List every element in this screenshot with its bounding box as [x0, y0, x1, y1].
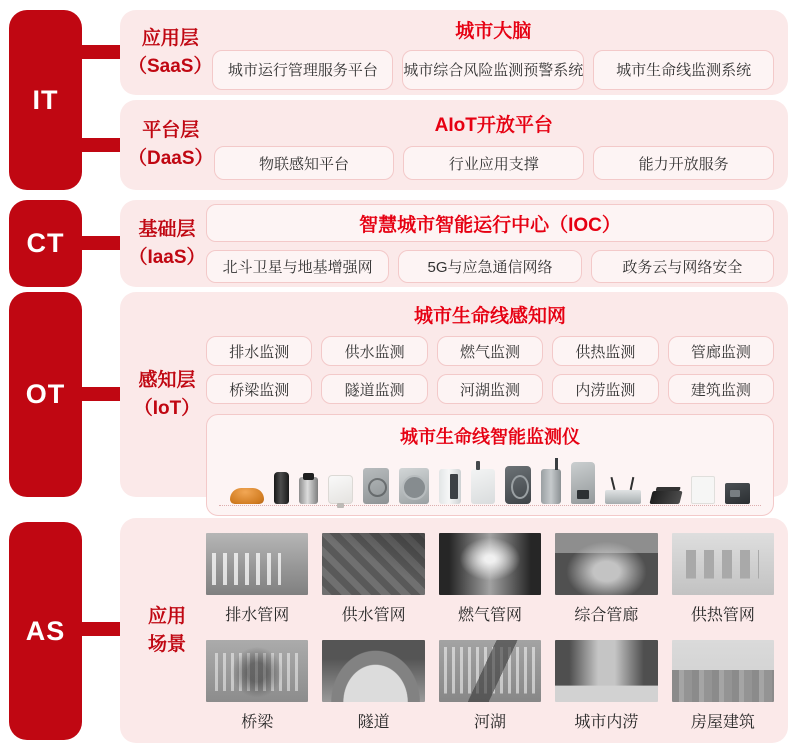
flow-meter-dial-icon — [399, 468, 429, 504]
pressure-monitor-icon — [439, 469, 461, 504]
scene-caption: 综合管廊 — [574, 607, 639, 624]
scene-item — [206, 640, 308, 732]
scene-item — [672, 533, 774, 625]
device-icon-row — [219, 454, 761, 506]
iot-title: 城市生命线感知网 — [413, 306, 566, 327]
scene-item — [555, 533, 657, 625]
scenes-layer-label — [120, 518, 206, 743]
saas-layer-label — [120, 10, 212, 95]
layer-name: 应用层 — [141, 27, 199, 49]
daas-title: AIoT开放平台 — [434, 115, 553, 136]
saas-chip-row — [212, 50, 774, 90]
iaas-chip-row — [206, 250, 774, 283]
layer-name: 应用 — [147, 605, 186, 627]
iot-chip-2: 燃气监测 — [437, 336, 543, 366]
scene-item — [555, 640, 657, 732]
tag-ct — [9, 200, 82, 287]
layer-abbrev: （IaaS） — [128, 246, 206, 268]
urban-flooding-photo — [555, 640, 657, 702]
layer-name-2: 场景 — [147, 633, 186, 655]
tag-as — [9, 522, 82, 740]
iot-chip-5: 桥梁监测 — [206, 374, 312, 404]
daas-panel — [120, 100, 788, 190]
saas-content — [212, 10, 788, 95]
gas-detector-icon — [328, 475, 353, 504]
scene-caption: 供水管网 — [341, 607, 406, 624]
scene-caption: 隧道 — [357, 714, 390, 731]
connector-ot-iot — [78, 387, 124, 401]
scene-row-2 — [206, 640, 774, 732]
iot-layer-label — [120, 292, 206, 497]
connector-it-daas — [78, 138, 124, 152]
scene-item — [439, 640, 541, 732]
data-logger-icon — [649, 491, 682, 504]
saas-chip-2: 城市生命线监测系统 — [593, 50, 774, 90]
scene-caption: 房屋建筑 — [690, 714, 755, 731]
connector-as-scenes — [78, 622, 124, 636]
iaas-title: 智慧城市智能运行中心（IOC） — [359, 214, 621, 236]
iaas-chip-2: 政务云与网络安全 — [591, 250, 774, 283]
iot-chip-row-1 — [206, 336, 774, 366]
scene-item — [322, 533, 424, 625]
tag-ot-label: OT — [25, 379, 66, 409]
wall-panel-device-icon — [691, 476, 715, 504]
scene-caption: 供热管网 — [690, 607, 755, 624]
daas-content — [214, 100, 788, 190]
water-supply-network-photo — [322, 533, 424, 595]
tag-ct-label: CT — [26, 228, 65, 258]
layer-name: 基础层 — [138, 218, 196, 240]
iot-chip-1: 供水监测 — [321, 336, 427, 366]
iaas-content — [206, 200, 788, 287]
iot-chip-6: 隧道监测 — [321, 374, 427, 404]
gas-network-photo — [439, 533, 541, 595]
heating-network-photo — [672, 533, 774, 595]
layer-abbrev: （IoT） — [133, 397, 201, 419]
iot-chip-3: 供热监测 — [552, 336, 658, 366]
manhole-cover-sensor-icon — [230, 488, 264, 504]
scene-item — [439, 533, 541, 625]
iaas-layer-label — [120, 200, 206, 287]
river-lake-photo — [439, 640, 541, 702]
scene-caption: 城市内涝 — [574, 714, 639, 731]
layer-abbrev: （SaaS） — [128, 55, 213, 77]
tag-it-label: IT — [32, 84, 59, 115]
ioc-title-box — [206, 204, 774, 242]
saas-panel — [120, 10, 788, 95]
scenes-content — [206, 518, 788, 743]
connector-ct-iaas — [78, 236, 124, 250]
combustible-gas-monitor-icon — [505, 466, 531, 504]
iaas-chip-1: 5G与应急通信网络 — [398, 250, 581, 283]
daas-chip-row — [214, 146, 774, 180]
saas-chip-0: 城市运行管理服务平台 — [212, 50, 393, 90]
saas-title: 城市大脑 — [455, 20, 532, 42]
liquid-level-sensor-icon — [274, 472, 289, 504]
network-terminal-icon — [725, 483, 750, 504]
scene-item — [206, 533, 308, 625]
vibration-sensor-icon — [363, 468, 389, 504]
saas-chip-1: 城市综合风险监测预警系统 — [402, 50, 584, 90]
scene-row-1 — [206, 533, 774, 625]
layer-name: 平台层 — [142, 120, 200, 142]
iot-chip-7: 河湖监测 — [437, 374, 543, 404]
scene-item — [672, 640, 774, 732]
scene-caption: 燃气管网 — [458, 607, 523, 624]
iaas-chip-0: 北斗卫星与地基增强网 — [206, 250, 389, 283]
tag-as-label: AS — [25, 615, 66, 646]
tag-ot — [9, 292, 82, 497]
tag-it — [9, 10, 82, 190]
application-scenes-panel — [120, 518, 788, 743]
device-box-title: 城市生命线智能监测仪 — [400, 427, 580, 447]
iot-content — [206, 292, 788, 497]
iot-chip-8: 内涝监测 — [552, 374, 658, 404]
scene-item — [322, 640, 424, 732]
layer-abbrev: （DaaS） — [128, 148, 214, 169]
antenna-terminal-icon — [471, 469, 495, 504]
iot-chip-9: 建筑监测 — [668, 374, 774, 404]
scene-caption: 桥梁 — [241, 714, 274, 731]
daas-layer-label — [120, 100, 214, 190]
iot-chip-4: 管廊监测 — [668, 336, 774, 366]
daas-chip-1: 行业应用支撑 — [403, 146, 584, 180]
iaas-panel — [120, 200, 788, 287]
buildings-photo — [672, 640, 774, 702]
bridge-photo — [206, 640, 308, 702]
edge-gateway-router-icon — [605, 490, 641, 504]
scene-caption: 排水管网 — [225, 607, 290, 624]
utility-corridor-photo — [555, 533, 657, 595]
iot-chip-row-2 — [206, 374, 774, 404]
monitoring-station-icon — [571, 462, 595, 504]
scene-grid — [206, 533, 774, 732]
rod-antenna-sensor-icon — [541, 469, 561, 504]
layer-name: 感知层 — [138, 369, 196, 391]
smart-monitor-device-box — [206, 414, 774, 516]
tunnel-photo — [322, 640, 424, 702]
daas-chip-2: 能力开放服务 — [593, 146, 774, 180]
iot-chip-0: 排水监测 — [206, 336, 312, 366]
connector-it-saas — [78, 45, 124, 59]
well-lid-monitor-icon — [299, 477, 318, 504]
scene-caption: 河湖 — [474, 714, 507, 731]
iot-panel — [120, 292, 788, 497]
daas-chip-0: 物联感知平台 — [214, 146, 395, 180]
drainage-network-photo — [206, 533, 308, 595]
